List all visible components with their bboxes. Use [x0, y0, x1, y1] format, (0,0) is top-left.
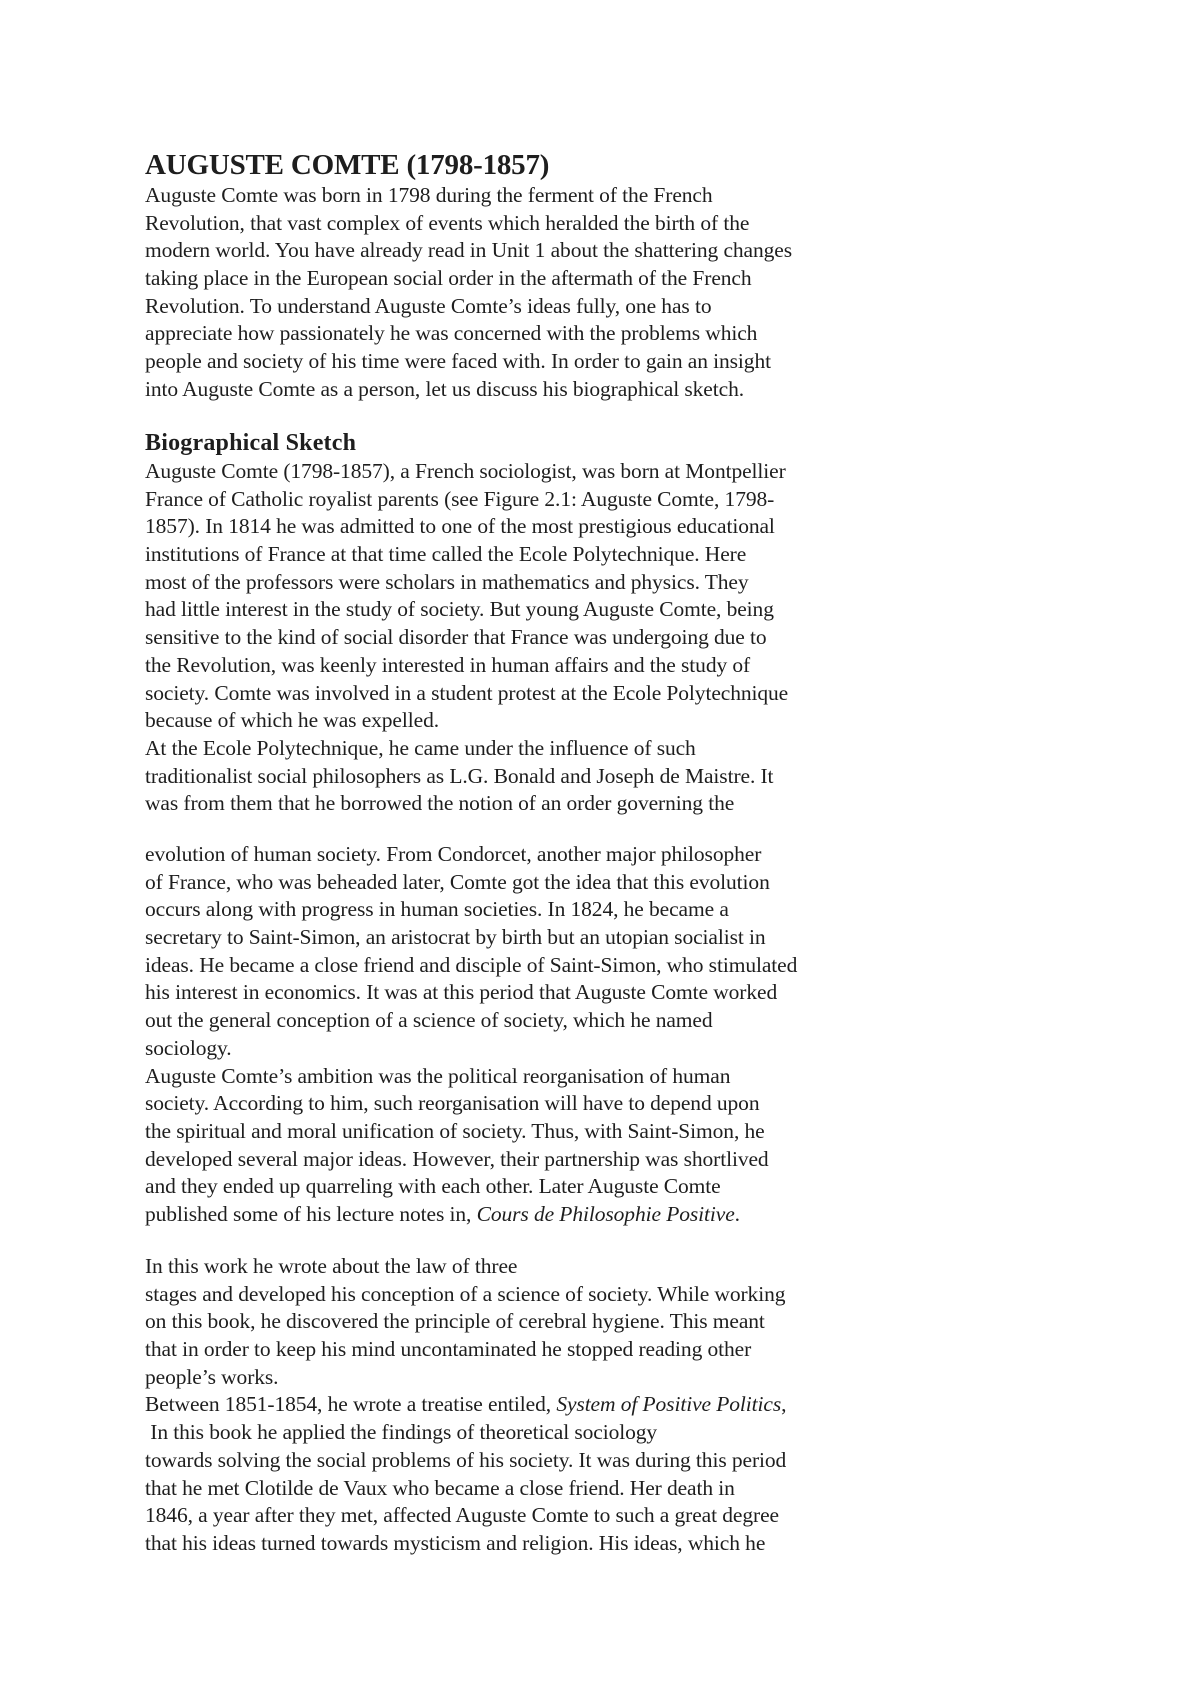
section-heading: Biographical Sketch: [145, 430, 357, 456]
biography-section: [145, 428, 905, 818]
text-line: ideas. He became a close friend and disciple of Saint-Simon, who stimulated: [145, 952, 798, 977]
text-line: 1857). In 1814 he was admitted to one of the most prestigious educational: [145, 514, 775, 539]
treatise-suffix: ,: [781, 1392, 787, 1417]
text-line: secretary to Saint-Simon, an aristocrat by birth but an utopian socialist in: [145, 925, 766, 950]
text-line: modern world. You have already read in Unit 1 about the shattering changes: [145, 238, 792, 263]
text-line: In this work he wrote about the law of three: [145, 1254, 518, 1278]
text-line: institutions of France at that time called the Ecole Polytechnique. Here: [145, 542, 747, 567]
text-line: the spiritual and moral unification of society. Thus, with Saint-Simon, he: [145, 1118, 765, 1143]
text-line: At the Ecole Polytechnique, he came under the influence of such: [145, 735, 696, 760]
text-line: people and society of his time were faced with. In order to gain an insight: [145, 349, 771, 374]
text-line: society. Comte was involved in a student protest at the Ecole Polytechnique: [145, 680, 789, 705]
text-line: was from them that he borrowed the notion of an order governing the: [145, 791, 735, 816]
text-line: that in order to keep his mind uncontaminated he stopped reading other: [145, 1337, 752, 1362]
text-line: occurs along with progress in human societies. In 1824, he became a: [145, 897, 729, 922]
text-line: Auguste Comte was born in 1798 during the ferment of the French: [145, 183, 713, 207]
text-line: into Auguste Comte as a person, let us discuss his biographical sketch.: [145, 376, 744, 401]
text-line: In this book he applied the findings of theoretical sociology: [145, 1420, 658, 1445]
text-line: and they ended up quarreling with each other. Later Auguste Comte: [145, 1174, 721, 1199]
text-line: out the general conception of a science of society, which he named: [145, 1008, 713, 1033]
text-line: Revolution. To understand Auguste Comte’s ideas fully, one has to: [145, 293, 712, 318]
text-line: traditionalist social philosophers as L.G. Bonald and Joseph de Maistre. It: [145, 763, 774, 788]
text-line: sociology.: [145, 1035, 232, 1060]
text-line: appreciate how passionately he was concerned with the problems which: [145, 321, 758, 346]
evolution-section: [145, 841, 905, 1229]
text-line: that his ideas turned towards mysticism and religion. His ideas, which he: [145, 1530, 766, 1555]
intro-paragraph: [145, 182, 905, 404]
text-line: France of Catholic royalist parents (see Figure 2.1: Auguste Comte, 1798-: [145, 486, 775, 511]
text-line: people’s works.: [145, 1364, 279, 1389]
book-title-system: System of Positive Politics: [556, 1392, 782, 1417]
cours-suffix: .: [734, 1201, 740, 1226]
work-section: [145, 1253, 905, 1558]
text-line: of France, who was beheaded later, Comte got the idea that this evolution: [145, 869, 770, 894]
cours-prefix: published some of his lecture notes in,: [145, 1201, 477, 1226]
text-line: Auguste Comte (1798-1857), a French sociologist, was born at Montpellier: [145, 459, 786, 483]
book-title-cours: Cours de Philosophie Positive: [476, 1201, 735, 1226]
text-line: 1846, a year after they met, affected Auguste Comte to such a great degree: [145, 1503, 779, 1528]
text-line: most of the professors were scholars in mathematics and physics. They: [145, 569, 749, 594]
page-title: AUGUSTE COMTE (1798-1857): [145, 149, 550, 181]
text-line: on this book, he discovered the principle of cerebral hygiene. This meant: [145, 1309, 765, 1334]
text-line: Revolution, that vast complex of events which heralded the birth of the: [145, 210, 750, 235]
intro-section: [145, 148, 905, 404]
text-line: society. According to him, such reorganisation will have to depend upon: [145, 1091, 760, 1116]
text-line: had little interest in the study of society. But young Auguste Comte, being: [145, 597, 774, 622]
text-line: Auguste Comte’s ambition was the political reorganisation of human: [145, 1063, 731, 1088]
text-line: his interest in economics. It was at this period that Auguste Comte worked: [145, 980, 778, 1005]
text-line: developed several major ideas. However, their partnership was shortlived: [145, 1146, 769, 1171]
text-line: evolution of human society. From Condorcet, another major philosopher: [145, 842, 762, 866]
text-line: the Revolution, was keenly interested in human affairs and the study of: [145, 652, 751, 677]
text-line: sensitive to the kind of social disorder that France was undergoing due to: [145, 625, 767, 650]
text-line: because of which he was expelled.: [145, 708, 439, 733]
cours-line: [145, 1201, 905, 1229]
text-line: taking place in the European social order in the aftermath of the French: [145, 266, 752, 291]
text-line: stages and developed his conception of a science of society. While working: [145, 1281, 786, 1306]
treatise-line: [145, 1391, 905, 1419]
biography-paragraph: [145, 458, 905, 818]
treatise-prefix: Between 1851-1854, he wrote a treatise entiled,: [145, 1392, 557, 1417]
text-line: that he met Clotilde de Vaux who became a close friend. Her death in: [145, 1475, 735, 1500]
text-line: towards solving the social problems of his society. It was during this period: [145, 1447, 787, 1472]
